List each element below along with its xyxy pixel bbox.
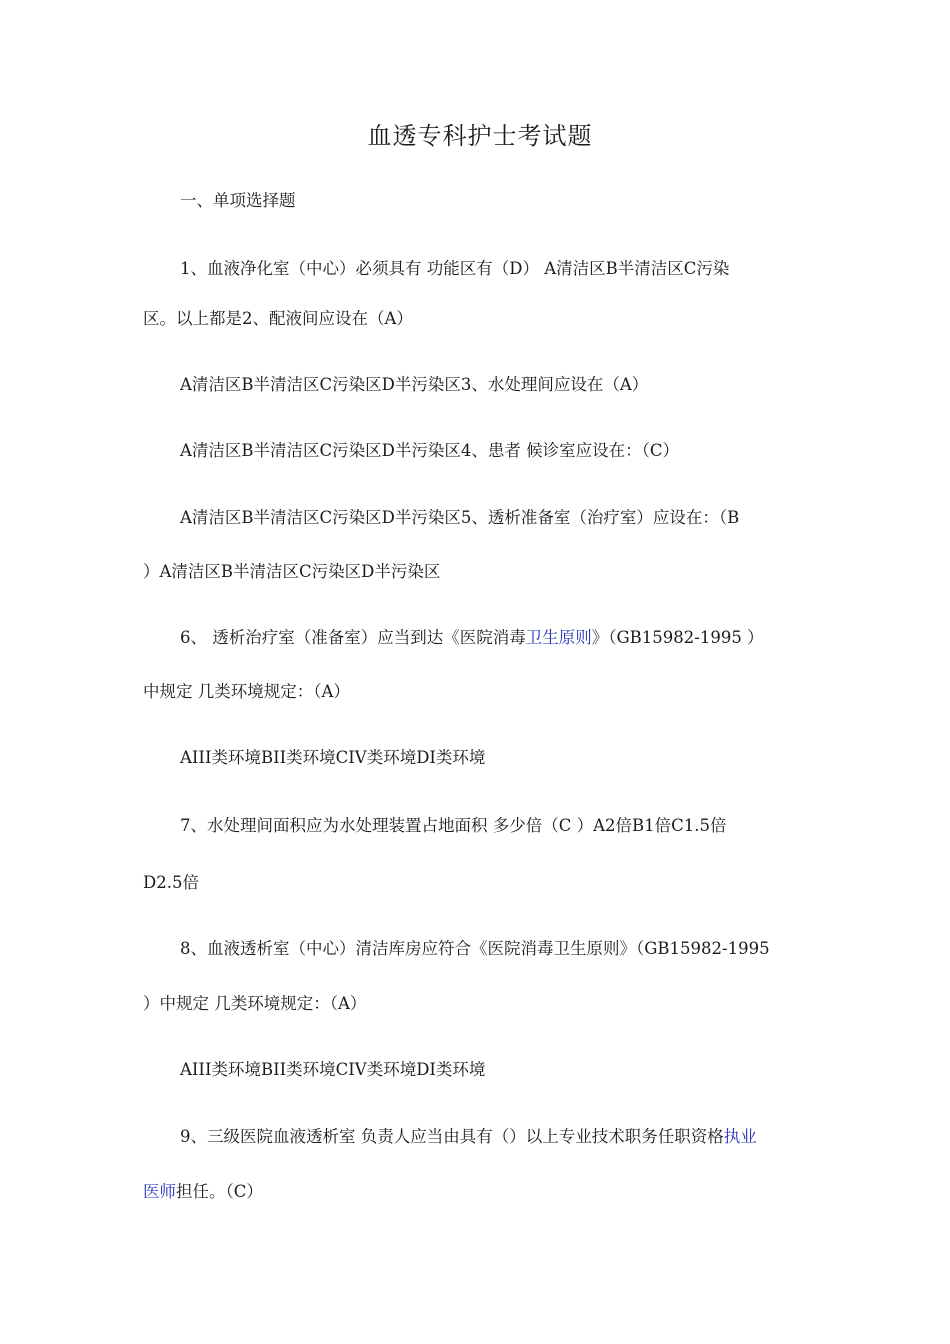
section-heading: 一、单项选择题 [180, 191, 296, 210]
question-4-line: A清洁区B半清洁区C污染区D半污染区4、患者 候诊室应设在：（C） [180, 441, 680, 460]
question-9-line-1 [180, 1126, 757, 1148]
question-6-line-1 [180, 627, 764, 649]
question-8-line-1: 8、血液透析室（中心）清洁库房应符合《医院消毒卫生原则》（GB15982-1995 [180, 939, 770, 958]
question-6-text-start: 6、 透析治疗室（准备室）应当到达《医院消毒 [180, 628, 526, 647]
question-2-line: 区。以上都是2、配液间应设在（A） [143, 309, 413, 328]
question-9-line-2 [143, 1181, 263, 1203]
question-7-line-2: D2.5倍 [143, 873, 199, 892]
question-6-text-end: 》（GB15982-1995 ） [591, 628, 764, 647]
question-6-line-2: 中规定 几类环境规定：（A） [143, 682, 350, 701]
question-7-line-1: 7、水处理间面积应为水处理装置占地面积 多少倍（C ）A2倍B1倍C1.5倍 [180, 816, 727, 835]
page-title: 血透专科护士考试题 [367, 122, 593, 150]
question-8-line-2: ）中规定 几类环境规定：（A） [143, 994, 367, 1013]
question-5-line-1: A清洁区B半清洁区C污染区D半污染区5、透析准备室（治疗室）应设在：（B [180, 508, 740, 527]
question-9-text: 9、三级医院血液透析室 负责人应当由具有（）以上专业技术职务任职资格 [180, 1127, 724, 1146]
licensed-physician-link-part2[interactable]: 医师 [143, 1182, 176, 1201]
question-9-answer: 担任。（C） [176, 1182, 263, 1201]
question-1-line-1: 1、血液净化室（中心）必须具有 功能区有（D） A清洁区B半清洁区C污染 [180, 259, 730, 278]
question-8-options: AIII类环境BII类环境CIV类环境DI类环境 [180, 1060, 486, 1079]
licensed-physician-link-part1[interactable]: 执业 [723, 1127, 757, 1146]
question-3-line: A清洁区B半清洁区C污染区D半污染区3、水处理间应设在（A） [180, 375, 649, 394]
hygiene-standard-link[interactable]: 卫生原则 [525, 628, 592, 647]
question-6-options: AIII类环境BII类环境CIV类环境DI类环境 [180, 748, 486, 767]
question-5-line-2: ）A清洁区B半清洁区C污染区D半污染区 [143, 562, 441, 581]
